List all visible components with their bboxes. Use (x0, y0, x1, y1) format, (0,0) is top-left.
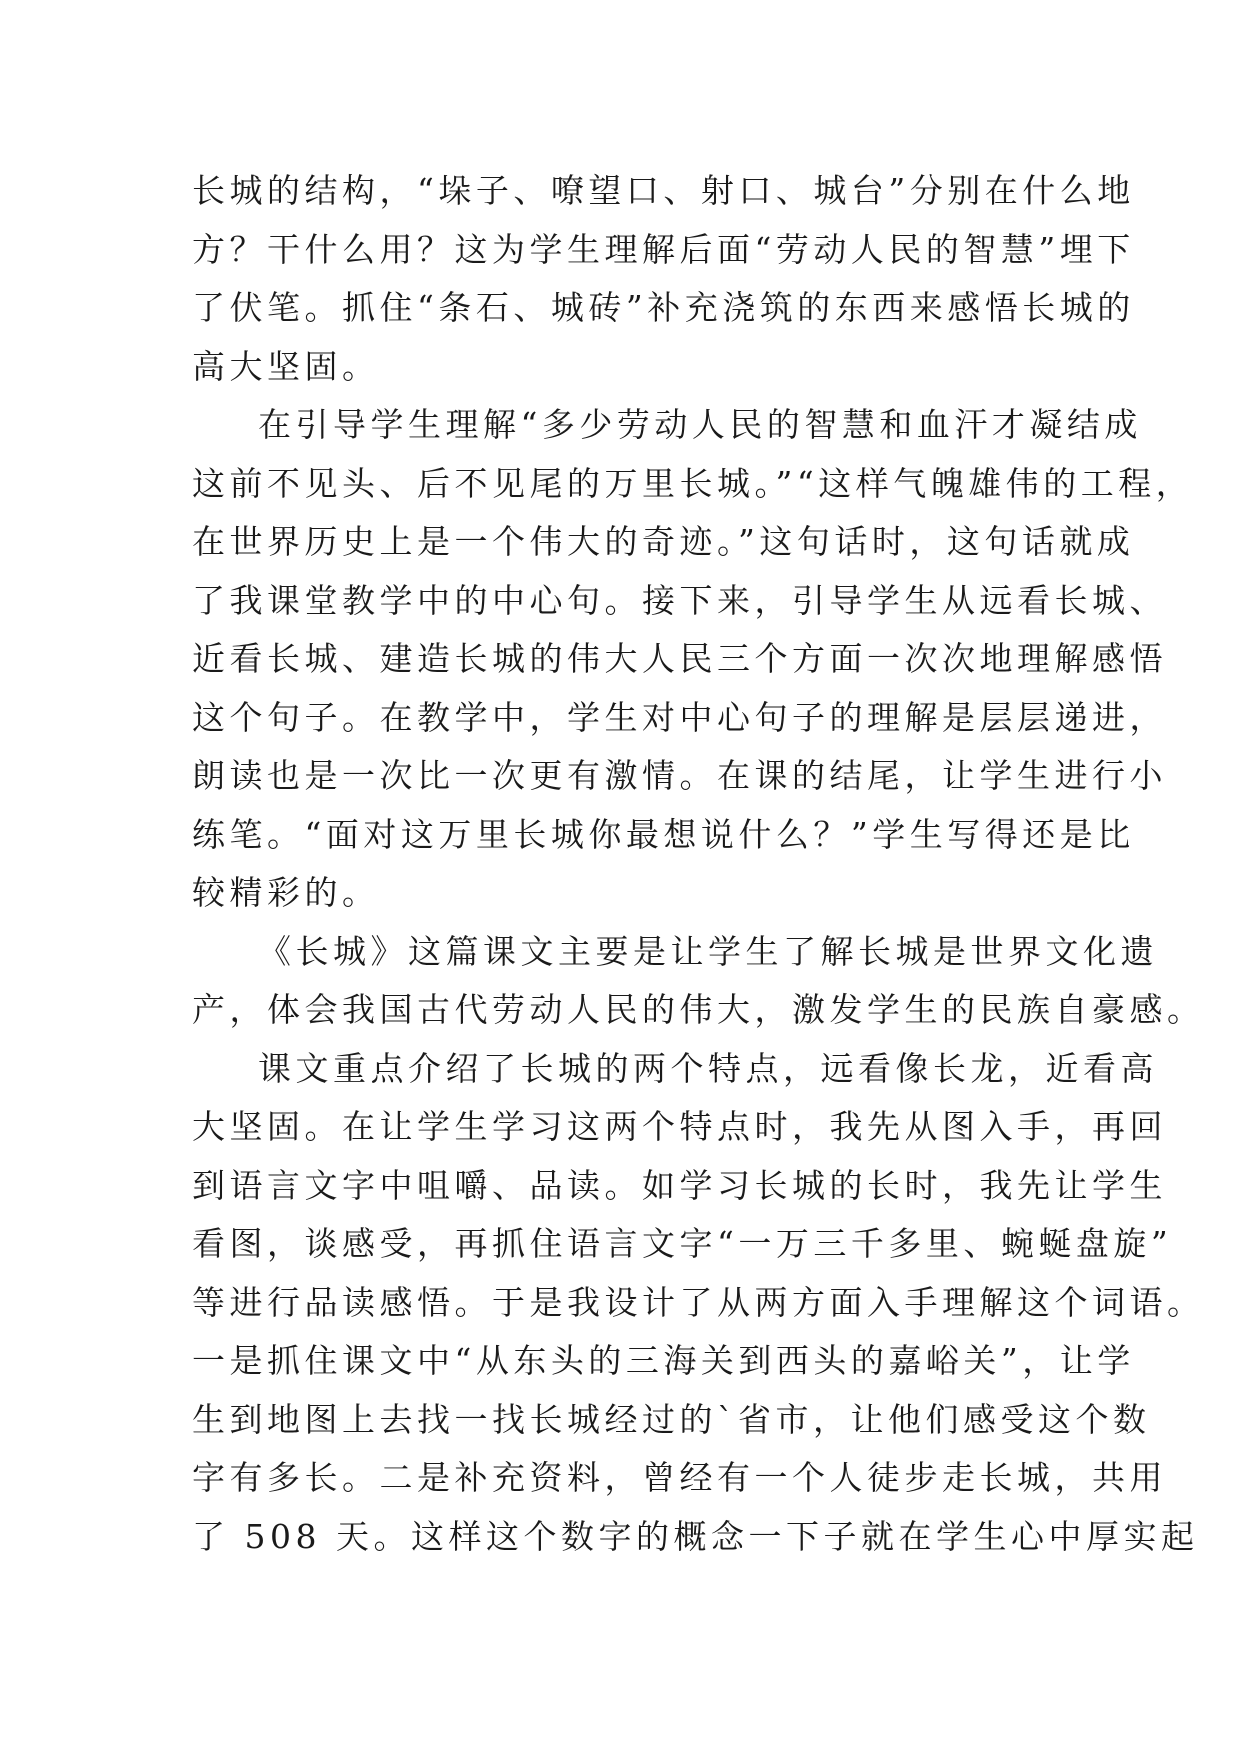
text-line: 朗读也是一次比一次更有激情。在课的结尾，让学生进行小 (192, 756, 1167, 795)
text-line: 练笔。“面对这万里长城你最想说什么？”学生写得还是比 (192, 814, 1135, 854)
text-line: 方？干什么用？这为学生理解后面“劳动人民的智慧”埋下 (192, 229, 1135, 269)
text-line: 到语言文字中咀嚼、品读。如学习长城的长时，我先让学生 (192, 1165, 1167, 1205)
text-line: 等进行品读感悟。于是我设计了从两方面入手理解这个词语。 (192, 1282, 1205, 1322)
text-line: 一是抓住课文中“从东头的三海关到西头的嘉峪关”，让学 (192, 1341, 1135, 1380)
text-line: 《长城》这篇课文主要是让学生了解长城是世界文化遗 (258, 931, 1158, 971)
text-line: 这个句子。在教学中，学生对中心句子的理解是层层递进， (192, 697, 1167, 737)
text-line: 在引导学生理解“多少劳动人民的智慧和血汗才凝结成 (258, 405, 1142, 444)
text-line: 了伏笔。抓住“条石、城砖”补充浇筑的东西来感悟长城的 (192, 288, 1135, 327)
text-line: 较精彩的。 (192, 873, 380, 912)
text-line: 了我课堂教学中的中心句。接下来，引导学生从远看长城、 (192, 580, 1167, 620)
text-line: 字有多长。二是补充资料，曾经有一个人徒步走长城，共用 (192, 1458, 1167, 1497)
text-line: 近看长城、建造长城的伟大人民三个方面一次次地理解感悟 (192, 639, 1167, 678)
text-line: 产，体会我国古代劳动人民的伟大，激发学生的民族自豪感。 (192, 990, 1205, 1029)
text-line: 看图，谈感受，再抓住语言文字“一万三千多里、蜿蜒盘旋” (192, 1224, 1173, 1263)
text-line: 在世界历史上是一个伟大的奇迹。”这句话时，这句话就成 (192, 522, 1135, 561)
text-line: 高大坚固。 (192, 346, 380, 386)
text-line: 长城的结构，“垛子、嘹望口、射口、城台”分别在什么地 (192, 171, 1135, 210)
text-line: 生到地图上去找一找长城经过的`省市，让他们感受这个数 (192, 1399, 1151, 1439)
text-line: 这前不见头、后不见尾的万里长城。”“这样气魄雄伟的工程， (192, 463, 1194, 503)
body-text (192, 162, 1205, 1566)
text-line: 大坚固。在让学生学习这两个特点时，我先从图入手，再回 (192, 1107, 1167, 1146)
text-line: 了 508 天。这样这个数字的概念一下子就在学生心中厚实起 (192, 1516, 1199, 1556)
text-line: 课文重点介绍了长城的两个特点，远看像长龙，近看高 (258, 1048, 1158, 1088)
